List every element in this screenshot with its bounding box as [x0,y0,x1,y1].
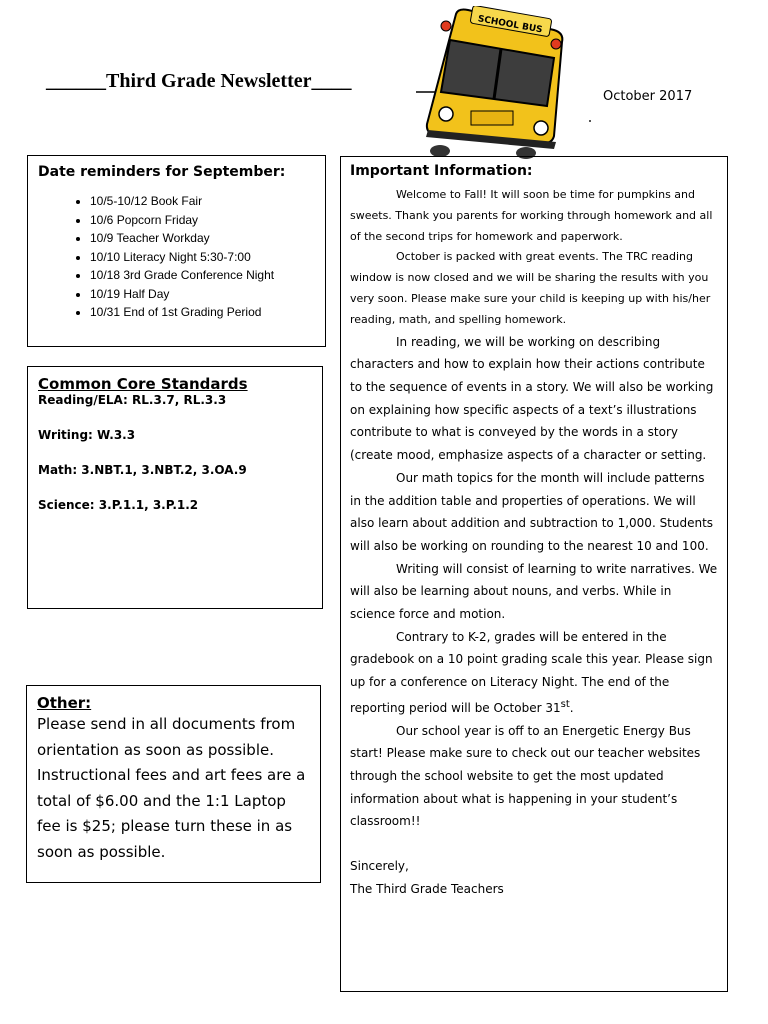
info-paragraph: In reading, we will be working on describing characters and how to explain how their actions contribute to the sequence of events in a story. We will also be working on explaining how specific aspects of a text’s illustrations contribute to what is conveyed by the words in a story (create mood, emphasize aspects of a character or setting. [350,334,714,463]
list-item: • 10/31 End of 1st Grading Period [90,303,315,322]
signature: The Third Grade Teachers [350,881,504,896]
standards-heading: Common Core Standards [38,375,248,393]
list-item: • 10/9 Teacher Workday [90,229,315,248]
school-bus-icon [416,6,566,166]
date-reminders-list [38,192,315,322]
list-item: • 10/18 3rd Grade Conference Night [90,266,315,285]
info-paragraph: Welcome to Fall! It will soon be time for pumpkins and sweets. Thank you parents for working through homework and all of the second trips for homework and paperwork. [350,188,713,243]
other-heading: Other: [37,694,92,712]
standard-reading: Reading/ELA: RL.3.7, RL.3.3 [38,393,227,407]
standard-science: Science: 3.P.1.1, 3.P.1.2 [38,498,199,512]
date-reminders-box [27,155,326,347]
other-box [26,685,321,883]
info-paragraph: Writing will consist of learning to write narratives. We will also be learning about nouns, and verbs. While in science force and motion. [350,561,718,622]
list-item: • 10/5-10/12 Book Fair [90,192,315,211]
list-item: • 10/10 Literacy Night 5:30-7:00 [90,248,315,267]
info-paragraph: Our math topics for the month will include patterns in the addition table and properties of operations. We will also learn about addition and subtraction to 1,000. Students will also be working on rounding to the nearest 10 and 100. [350,470,714,553]
important-info-box [340,156,728,992]
info-paragraph: Our school year is off to an Energetic Energy Bus start! Please make sure to check out our teacher websites through the school website to get the most updated information about what is happening in your student’s classroom!! [350,723,701,829]
newsletter-title: ______Third Grade Newsletter____ [46,70,352,92]
other-body: Please send in all documents from orientation as soon as possible. Instructional fees and art fees are a total of $6.00 and the 1:1 Laptop fee is $25; please turn these in as soon as possible. [37,715,306,861]
important-info-heading: Important Information: [350,163,533,179]
standards-box [27,366,323,609]
stray-dot [589,120,591,122]
standard-math: Math: 3.NBT.1, 3.NBT.2, 3.OA.9 [38,463,247,477]
list-item: • 10/19 Half Day [90,285,315,304]
bus-sign-text: SCHOOL BUS [476,14,544,36]
info-paragraph: October is packed with great events. The TRC reading window is now closed and we will be sharing the results with you very soon. Please make sure your child is keeping up with his/her reading, math, and spelling homework. [350,250,711,326]
standard-writing: Writing: W.3.3 [38,428,136,442]
newsletter-date: October 2017 [603,89,693,104]
info-paragraph: Contrary to K-2, grades will be entered in the gradebook on a 10 point grading scale this year. Please sign up for a conference on Literacy Night. The end of the reporting period will be October 31st. [350,629,713,715]
closing: Sincerely, [350,859,409,874]
list-item: • 10/6 Popcorn Friday [90,211,315,230]
date-reminders-heading: Date reminders for September: [38,164,286,180]
